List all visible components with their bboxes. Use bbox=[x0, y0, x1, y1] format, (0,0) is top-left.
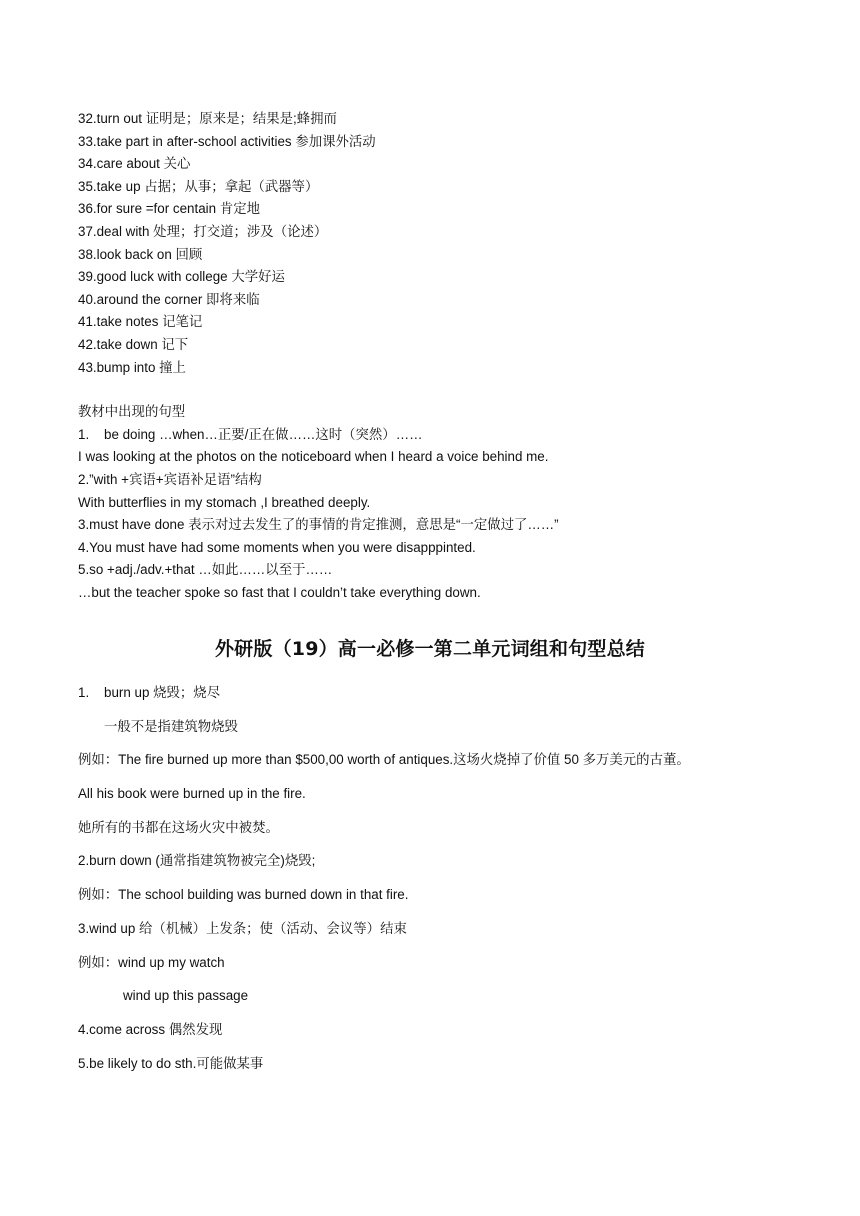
sentence-section-heading: 教材中出现的句型 bbox=[78, 404, 186, 420]
phrase-item: 40.around the corner 即将来临 bbox=[78, 291, 260, 307]
phrase-list bbox=[78, 108, 818, 604]
example-line: wind up this passage bbox=[123, 988, 249, 1004]
item-text: be doing …when…正要/正在做……这时（突然）…… bbox=[104, 426, 423, 442]
spacer bbox=[78, 379, 818, 401]
example-line: 她所有的书都在这场火灾中被焚。 bbox=[78, 819, 279, 835]
example-line: All his book were burned up in the fire. bbox=[78, 786, 306, 802]
phrase-item: 34.care about 关心 bbox=[78, 156, 191, 172]
sentence-line: I was looking at the photos on the noticeboard when I heard a voice behind me. bbox=[78, 449, 549, 465]
phrase-item: 32.turn out 证明是；原来是；结果是;蜂拥而 bbox=[78, 111, 337, 126]
sentence-line: 3.must have done 表示对过去发生了的事情的肯定推测，意思是“一定做过了……” bbox=[78, 517, 559, 533]
phrase-item: 39.good luck with college 大学好运 bbox=[78, 269, 285, 285]
item-note: 一般不是指建筑物烧毁 bbox=[104, 718, 238, 734]
item-number: 1. bbox=[78, 685, 90, 700]
phrase-item: 37.deal with 处理；打交道；涉及（论述） bbox=[78, 223, 328, 239]
phrase-item: 33.take part in after-school activities 参加课外活动 bbox=[78, 133, 376, 149]
phrase-item: 35.take up 占据；从事；拿起（武器等） bbox=[78, 178, 319, 194]
phrase-item: 43.bump into 撞上 bbox=[78, 359, 186, 375]
phrase-item: 4.come across 偶然发现 bbox=[78, 1021, 223, 1037]
sentence-line: 4.You must have had some moments when you were disapppinted. bbox=[78, 539, 476, 555]
section2-content bbox=[78, 676, 838, 1080]
sentence-item bbox=[78, 424, 818, 447]
item-text: burn up 烧毁；烧尽 bbox=[104, 685, 221, 700]
section-title: 外研版（19）高一必修一第二单元词组和句型总结 bbox=[214, 638, 646, 660]
sentence-line: 2.”with +宾语+宾语补足语”结构 bbox=[78, 471, 262, 487]
phrase-item: 41.take notes 记笔记 bbox=[78, 314, 203, 330]
phrase-item: 42.take down 记下 bbox=[78, 336, 189, 352]
example-line: 例如：The school building was burned down in that fire. bbox=[78, 887, 409, 903]
sentence-line: …but the teacher spoke so fast that I couldn’t take everything down. bbox=[78, 584, 481, 600]
phrase-item: 38.look back on 回顾 bbox=[78, 246, 203, 262]
example-line: 例如：wind up my watch bbox=[78, 954, 225, 970]
phrase-item: 3.wind up 给（机械）上发条；使（活动、会议等）结束 bbox=[78, 920, 407, 936]
phrase-item: 36.for sure =for centain 肯定地 bbox=[78, 201, 260, 217]
sentence-line: With butterflies in my stomach ,I breathed deeply. bbox=[78, 494, 371, 510]
example-line: 例如：The fire burned up more than $500,00 worth of antiques.这场火烧掉了价值 50 多万美元的古董。 bbox=[78, 752, 690, 768]
phrase-item: 5.be likely to do sth.可能做某事 bbox=[78, 1055, 264, 1071]
item-number: 1. bbox=[78, 426, 90, 442]
sentence-line: 5.so +adj./adv.+that …如此……以至于…… bbox=[78, 562, 333, 578]
phrase-item bbox=[78, 676, 838, 710]
phrase-item: 2.burn down (通常指建筑物被完全)烧毁; bbox=[78, 853, 316, 869]
